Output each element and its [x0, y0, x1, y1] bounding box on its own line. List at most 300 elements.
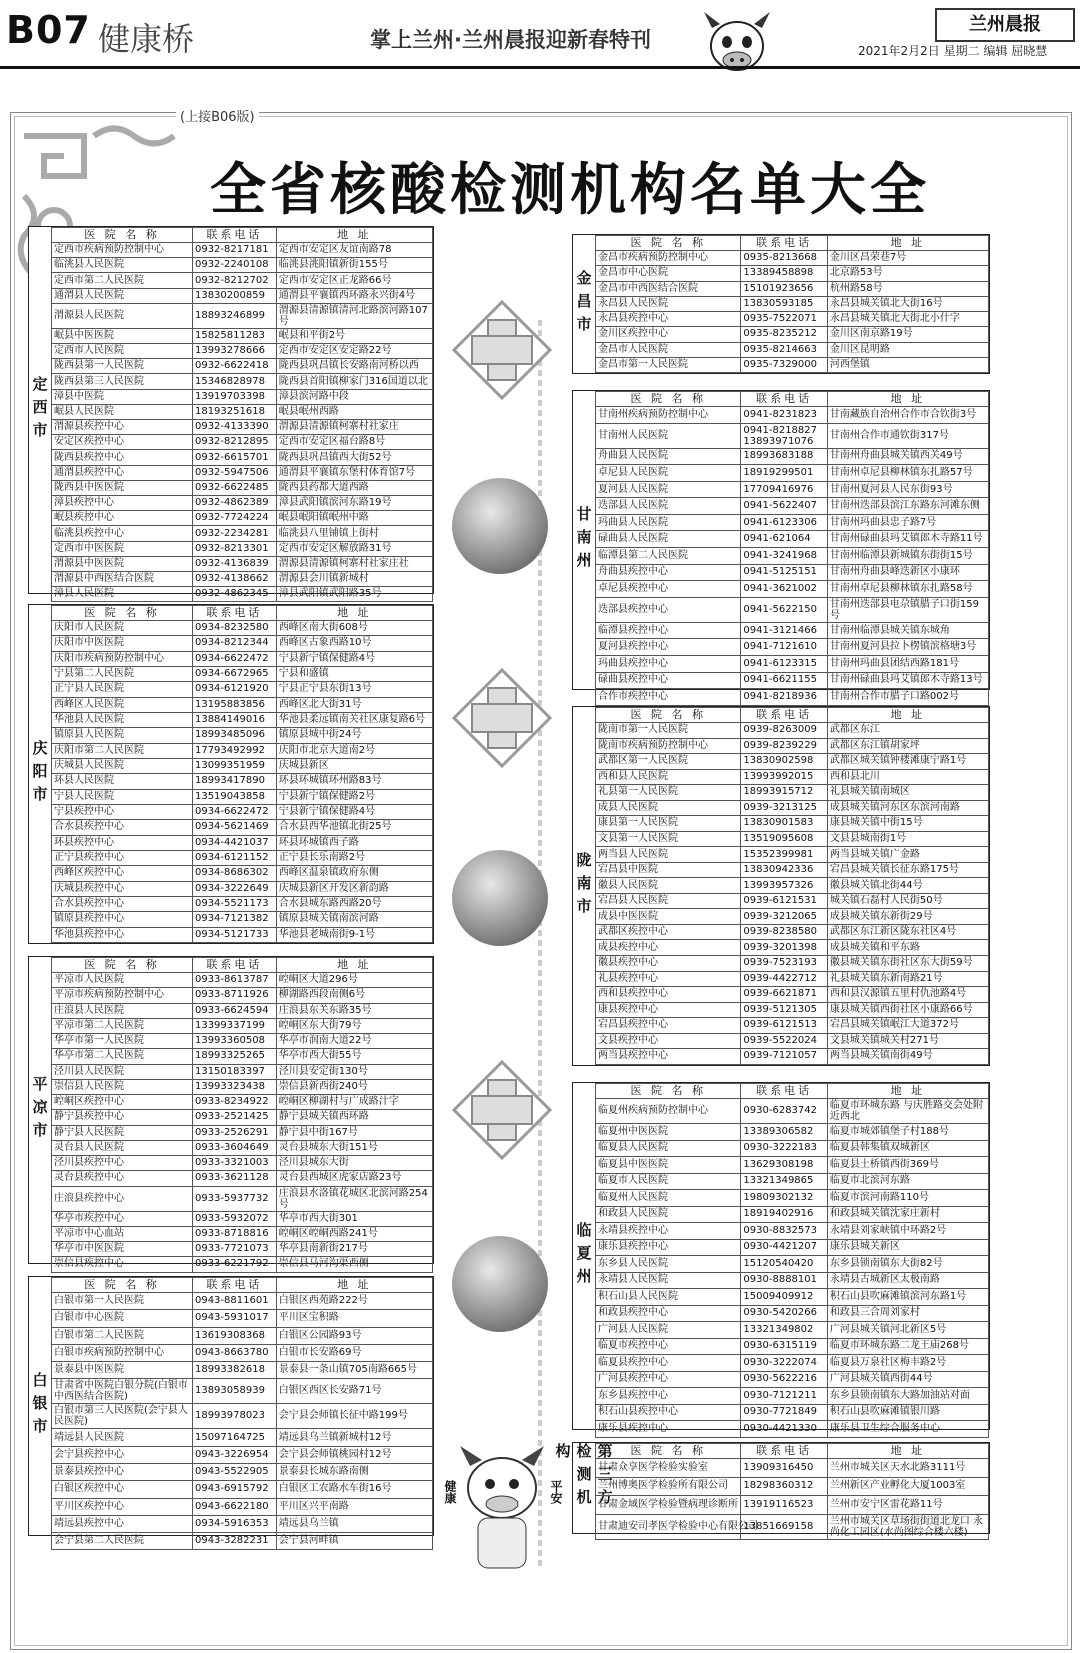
phone-number: 0939-5121305	[741, 1002, 827, 1018]
institution-name: 甘肃省中医院白银分院(白银市中西医结合医院)	[52, 1379, 193, 1404]
institution-name: 玛曲县疾控中心	[596, 655, 741, 672]
address: 华亭市西大街55号	[276, 1049, 432, 1064]
institution-name: 玛曲县人民医院	[596, 514, 741, 531]
phone-number: 18893246899	[192, 303, 276, 328]
phone-number: 0934-6121920	[192, 682, 276, 697]
phone-number: 0930-4421207	[741, 1239, 827, 1256]
institution-name: 平凉市人民医院	[52, 973, 193, 988]
institution-name: 岷县中医医院	[52, 328, 193, 343]
phone-number: 0934-6622472	[192, 804, 276, 819]
institution-name: 卓尼县疾控中心	[596, 581, 741, 598]
table-row	[52, 1156, 433, 1171]
institution-table	[595, 1083, 989, 1438]
region-label	[573, 707, 596, 1065]
institution-name: 白银市中心医院	[52, 1310, 193, 1327]
institution-name: 渭源县人民医院	[52, 303, 193, 328]
institution-name: 华亭市中医医院	[52, 1242, 193, 1257]
institution-table	[595, 391, 989, 706]
phone-number: 18993683188	[741, 448, 827, 465]
phone-number: 0935-8214663	[741, 342, 827, 357]
table-row	[596, 622, 989, 639]
institution-name: 渭源县中西医结合医院	[52, 572, 193, 587]
table-row	[596, 514, 989, 531]
address: 甘南州迭部县电尕镇腊子口街159号	[827, 597, 988, 622]
table-row	[52, 804, 433, 819]
phone-number: 13893058939	[192, 1379, 276, 1404]
table-row	[596, 955, 989, 971]
institution-name: 广河县人民医院	[596, 1322, 741, 1339]
phone-number: 13321349802	[741, 1322, 827, 1339]
phone-number: 13884149016	[192, 712, 276, 727]
table-row	[52, 273, 433, 288]
medical-cross-icon	[452, 668, 552, 768]
address: 宁县和盛镇	[276, 666, 432, 681]
address: 甘南藏族自治州合作市合钦街3号	[827, 407, 988, 424]
address: 白银区公园路93号	[276, 1327, 432, 1344]
address: 柳湖路西段南侧6号	[276, 988, 432, 1003]
medical-cross-icon	[452, 1060, 552, 1160]
phone-number: 0941-8218827 13893971076	[741, 423, 827, 448]
phone-number: 0941-8218936	[741, 689, 827, 706]
table-row	[596, 1355, 989, 1372]
institution-name: 平凉市疾病预防控制中心	[52, 988, 193, 1003]
institution-table	[595, 1443, 989, 1540]
phone-number: 0933-5932072	[192, 1211, 276, 1226]
institution-name: 白银市第一人民医院	[52, 1293, 193, 1310]
phone-number: 13099351959	[192, 758, 276, 773]
phone-number: 13919703398	[192, 389, 276, 404]
phone-number: 0932-7724224	[192, 511, 276, 526]
institution-table	[51, 957, 433, 1273]
phone-number: 0933-6624594	[192, 1003, 276, 1018]
region-name: 第三方检测机构	[553, 1443, 614, 1512]
table-row	[52, 1515, 433, 1532]
institution-name: 临夏市人民医院	[596, 1173, 741, 1190]
institution-name: 临洮县人民医院	[52, 258, 193, 273]
address: 宕昌县城关镇长征东路175号	[827, 862, 988, 878]
institution-table	[595, 235, 989, 373]
phone-number: 0934-6121152	[192, 850, 276, 865]
address: 庆城县新区开发区新韵路	[276, 881, 432, 896]
institution-name: 成县中医医院	[596, 909, 741, 925]
table-row	[596, 816, 989, 832]
mascot-label-right: 平安	[549, 1480, 563, 1504]
institution-name: 定西市中医医院	[52, 541, 193, 556]
region-label	[29, 605, 52, 943]
institution-name: 碌曲县人民医院	[596, 531, 741, 548]
address: 礼县城关镇南城区	[827, 785, 988, 801]
table-row	[596, 581, 989, 598]
address: 陇西县巩昌镇西大街52号	[276, 450, 432, 465]
phone-number: 15009409912	[741, 1289, 827, 1306]
column-header-phone: 联系电话	[192, 228, 276, 243]
table-row	[52, 835, 433, 850]
institution-name: 宕昌县疾控中心	[596, 1018, 741, 1034]
address: 白银市长安路69号	[276, 1344, 432, 1361]
institution-name: 陇西县中医医院	[52, 480, 193, 495]
phone-number: 0939-3212065	[741, 909, 827, 925]
address: 崆峒区大道296号	[276, 973, 432, 988]
table-row	[52, 789, 433, 804]
address: 永昌县城关镇北大街16号	[827, 296, 988, 311]
table-row	[596, 1173, 989, 1190]
address: 兰州市城关区天水北路3111号	[827, 1459, 988, 1478]
institution-name: 舟曲县人民医院	[596, 448, 741, 465]
institution-name: 甘肃金域医学检验暨病理诊断所	[596, 1496, 741, 1515]
institution-name: 合水县疾控中心	[52, 820, 193, 835]
phone-number: 13851669158	[741, 1514, 827, 1539]
page-number: B07	[6, 8, 91, 52]
address: 白银区西苑路222号	[276, 1293, 432, 1310]
column-header-address: 地 址	[276, 958, 432, 973]
address: 定西市安定区解放路31号	[276, 541, 432, 556]
institution-name: 泾川县疾控中心	[52, 1156, 193, 1171]
institution-name: 金昌市中西医结合医院	[596, 281, 741, 296]
address: 渭源县清源镇柯寨村社家庄	[276, 420, 432, 435]
table-row	[52, 636, 433, 651]
phone-number: 0939-7523193	[741, 955, 827, 971]
phone-number: 13830200859	[192, 288, 276, 303]
syringe-vaccine-icon	[452, 850, 548, 946]
phone-number: 0941-5125151	[741, 564, 827, 581]
phone-number: 0932-2234281	[192, 526, 276, 541]
address: 华亭市西大街301	[276, 1211, 432, 1226]
region-label	[573, 235, 596, 373]
phone-number: 18298360312	[741, 1477, 827, 1496]
institution-name: 庄浪县人民医院	[52, 1003, 193, 1018]
phone-number: 0933-8613787	[192, 973, 276, 988]
address: 文县城关镇城关村271号	[827, 1033, 988, 1049]
phone-number: 0930-7121211	[741, 1388, 827, 1405]
phone-number: 0933-2526291	[192, 1125, 276, 1140]
phone-number: 19809302132	[741, 1190, 827, 1207]
phone-number: 0941-3241968	[741, 548, 827, 565]
column-header-name: 医 院 名 称	[52, 606, 193, 621]
table-row	[596, 672, 989, 689]
table-header-row	[52, 958, 433, 973]
institution-name: 合水县疾控中心	[52, 896, 193, 911]
column-header-address: 地 址	[276, 228, 432, 243]
phone-number: 0932-8213301	[192, 541, 276, 556]
institution-name: 临潭县疾控中心	[596, 622, 741, 639]
column-header-phone: 联系电话	[741, 236, 827, 251]
table-row	[52, 435, 433, 450]
address: 徽县城关镇东街社区东大街59号	[827, 955, 988, 971]
table-row	[596, 1099, 989, 1124]
table-row	[596, 738, 989, 754]
phone-number: 18919402916	[741, 1206, 827, 1223]
institution-name: 庆阳市第二人民医院	[52, 743, 193, 758]
table-header-row	[596, 392, 989, 407]
syringe-vaccine-icon	[452, 478, 548, 574]
institution-name: 崆峒区疾控中心	[52, 1095, 193, 1110]
address: 宁县新宁镇保健路2号	[276, 789, 432, 804]
address: 华池县柔远镇南关社区康复路6号	[276, 712, 432, 727]
date-editor-line: 2021年2月2日 星期二 编辑 屈晓慧	[858, 44, 1048, 58]
region-name: 庆阳市	[30, 739, 49, 809]
phone-number: 0934-8686302	[192, 866, 276, 881]
table-row	[596, 1289, 989, 1306]
address: 定西市安定区福台路8号	[276, 435, 432, 450]
phone-number: 0933-5937732	[192, 1186, 276, 1211]
address: 庄浪县东关东路35号	[276, 1003, 432, 1018]
table-row	[52, 243, 433, 258]
newspaper-logo: 兰州晨报	[935, 8, 1075, 42]
address: 静宁县中街167号	[276, 1125, 432, 1140]
table-row	[52, 927, 433, 942]
phone-number: 0933-3604649	[192, 1140, 276, 1155]
address: 徽县城关镇北街44号	[827, 878, 988, 894]
institution-name: 镇原县疾控中心	[52, 912, 193, 927]
phone-number: 0941-6123315	[741, 655, 827, 672]
phone-number: 0932-8217181	[192, 243, 276, 258]
phone-number: 0935-8213668	[741, 251, 827, 266]
table-row	[52, 697, 433, 712]
institution-name: 庆城县疾控中心	[52, 881, 193, 896]
institution-name: 定西市第二人民医院	[52, 273, 193, 288]
phone-number: 13519095608	[741, 831, 827, 847]
header-rule	[0, 66, 1080, 69]
phone-number: 0934-5621469	[192, 820, 276, 835]
institution-name: 康县疾控中心	[596, 1002, 741, 1018]
phone-number: 0939-8263009	[741, 723, 827, 739]
table-row	[596, 1305, 989, 1322]
table-row	[52, 1171, 433, 1186]
phone-number: 0939-8238580	[741, 924, 827, 940]
phone-number: 18919299501	[741, 465, 827, 482]
table-row	[596, 281, 989, 296]
institution-name: 灵台县疾控中心	[52, 1171, 193, 1186]
address: 漳县武阳镇武阳路35号	[276, 587, 432, 602]
region-label	[29, 227, 52, 593]
institution-name: 迭部县疾控中心	[596, 597, 741, 622]
address: 岷县岷州西路	[276, 404, 432, 419]
column-header-address: 地 址	[276, 606, 432, 621]
table-row	[52, 389, 433, 404]
institution-table	[51, 605, 433, 943]
address: 成县城关镇和平东路	[827, 940, 988, 956]
institution-name: 宕昌县中医院	[596, 862, 741, 878]
table-row	[596, 531, 989, 548]
institution-name: 环县疾控中心	[52, 835, 193, 850]
table-row	[596, 987, 989, 1003]
phone-number: 0932-4138662	[192, 572, 276, 587]
table-row	[596, 639, 989, 656]
phone-number: 0943-3226954	[192, 1446, 276, 1463]
table-row	[596, 1388, 989, 1405]
table-row	[52, 359, 433, 374]
phone-number: 0930-7721849	[741, 1404, 827, 1421]
phone-number: 0933-8718816	[192, 1226, 276, 1241]
table-row	[52, 496, 433, 511]
address: 崇信县新西街240号	[276, 1079, 432, 1094]
table-row	[52, 288, 433, 303]
ox-mascot-icon	[440, 1440, 564, 1580]
table-row	[596, 1239, 989, 1256]
table-row	[596, 564, 989, 581]
address: 甘南州碌曲县玛艾镇郎木寺路13号	[827, 672, 988, 689]
address: 灵台县城东大街151号	[276, 1140, 432, 1155]
institution-name: 积石山县人民医院	[596, 1289, 741, 1306]
phone-number: 15346828978	[192, 374, 276, 389]
table-row	[52, 774, 433, 789]
institution-name: 卓尼县人民医院	[596, 465, 741, 482]
table-row	[596, 754, 989, 770]
address: 景泰县长城东路南侧	[276, 1463, 432, 1480]
phone-number: 0934-6622472	[192, 651, 276, 666]
institution-name: 陇南市疾病预防控制中心	[596, 738, 741, 754]
institution-name: 庄浪县疾控中心	[52, 1186, 193, 1211]
table-row	[52, 1125, 433, 1140]
column-header-address: 地 址	[827, 1444, 988, 1459]
phone-number: 0943-3282231	[192, 1533, 276, 1550]
address: 平川区宝积路	[276, 1310, 432, 1327]
institution-name: 泾川县人民医院	[52, 1064, 193, 1079]
address: 临夏市北滨河东路	[827, 1173, 988, 1190]
address: 西和县汉源镇五里村仇池路4号	[827, 987, 988, 1003]
table-row	[52, 651, 433, 666]
phone-number: 0939-6121531	[741, 893, 827, 909]
table-row	[596, 1459, 989, 1478]
table-row	[596, 655, 989, 672]
phone-number: 13195883856	[192, 697, 276, 712]
institution-name: 会宁县疾控中心	[52, 1446, 193, 1463]
institution-name: 宁县第二人民医院	[52, 666, 193, 681]
table-row	[52, 1079, 433, 1094]
institution-name: 西和县人民医院	[596, 769, 741, 785]
institution-table	[51, 1277, 433, 1550]
address: 华亭市润南大道22号	[276, 1034, 432, 1049]
address: 靖远县乌兰镇	[276, 1515, 432, 1532]
column-header-address: 地 址	[276, 1278, 432, 1293]
phone-number: 13519043858	[192, 789, 276, 804]
address: 甘南州玛曲县团结西路181号	[827, 655, 988, 672]
address: 岷县岷阳镇岷州中路	[276, 511, 432, 526]
column-header-phone: 联系电话	[192, 958, 276, 973]
phone-number: 0932-2240108	[192, 258, 276, 273]
phone-number: 13830942336	[741, 862, 827, 878]
table-row	[52, 1379, 433, 1404]
address: 会宁县河畔镇	[276, 1533, 432, 1550]
institution-name: 环县人民医院	[52, 774, 193, 789]
address: 景泰县一条山镇705南路665号	[276, 1362, 432, 1379]
address: 镇原县城关镇南滨河路	[276, 912, 432, 927]
address: 成县城关镇东新街29号	[827, 909, 988, 925]
table-header-row	[52, 606, 433, 621]
institution-name: 渭源县中医医院	[52, 556, 193, 571]
table-row	[52, 465, 433, 480]
institution-name: 宁县疾控中心	[52, 804, 193, 819]
table-row	[596, 940, 989, 956]
phone-number: 0939-7121057	[741, 1049, 827, 1065]
address: 临夏市环城东路 与庆胜路交会处附近西北	[827, 1099, 988, 1124]
column-header-name: 医 院 名 称	[596, 708, 741, 723]
table-row	[52, 572, 433, 587]
address: 临夏县万泉社区梅丰路2号	[827, 1355, 988, 1372]
institution-name: 会宁县第二人民医院	[52, 1533, 193, 1550]
address: 礼县城关镇东新南路21号	[827, 971, 988, 987]
address: 环县环城镇西子路	[276, 835, 432, 850]
phone-number: 0932-6622485	[192, 480, 276, 495]
table-row	[52, 712, 433, 727]
region-name: 甘南州	[574, 505, 593, 575]
address: 平川区兴平南路	[276, 1498, 432, 1515]
institution-name: 武都区疾控中心	[596, 924, 741, 940]
address: 临夏县土桥镇西街369号	[827, 1157, 988, 1174]
phone-number: 0933-8711926	[192, 988, 276, 1003]
address: 西峰区温泉镇政府东侧	[276, 866, 432, 881]
table-row	[596, 266, 989, 281]
table-row	[52, 1034, 433, 1049]
institution-name: 镇原县人民医院	[52, 728, 193, 743]
address: 河西堡镇	[827, 357, 988, 372]
phone-number: 13993957326	[741, 878, 827, 894]
address: 灵台县西城区虎家店路23号	[276, 1171, 432, 1186]
column-header-name: 医 院 名 称	[52, 228, 193, 243]
address: 城关镇石磊村人民街50号	[827, 893, 988, 909]
table-row	[52, 587, 433, 602]
table-row	[596, 481, 989, 498]
institution-name: 甘南州疾病预防控制中心	[596, 407, 741, 424]
institution-name: 两当县人民医院	[596, 847, 741, 863]
institution-name: 甘肃众享医学检验实验室	[596, 1459, 741, 1478]
table-row	[52, 1327, 433, 1344]
institution-name: 迭部县人民医院	[596, 498, 741, 515]
phone-number: 0943-6622180	[192, 1498, 276, 1515]
address: 临洮县洮阳镇新街155号	[276, 258, 432, 273]
phone-number: 18993417890	[192, 774, 276, 789]
phone-number: 13830593185	[741, 296, 827, 311]
address: 渭源县会川镇新城村	[276, 572, 432, 587]
institution-name: 临夏市疾控中心	[596, 1338, 741, 1355]
phone-number: 0933-6221792	[192, 1257, 276, 1272]
table-row	[52, 450, 433, 465]
phone-number: 13830902598	[741, 754, 827, 770]
medical-cross-icon	[452, 300, 552, 400]
address: 甘南州夏河县人民东街93号	[827, 481, 988, 498]
address: 康乐县卫生综合服务中心	[827, 1421, 988, 1438]
table-qingyang	[28, 604, 434, 944]
institution-name: 华亭市疾控中心	[52, 1211, 193, 1226]
table-row	[596, 407, 989, 424]
region-name: 白银市	[30, 1371, 49, 1441]
phone-number: 13321349865	[741, 1173, 827, 1190]
address: 甘南州舟曲县城关镇西关49号	[827, 448, 988, 465]
institution-name: 庆阳市人民医院	[52, 621, 193, 636]
address: 永靖县古城新区太极南路	[827, 1272, 988, 1289]
phone-number: 0932-5947506	[192, 465, 276, 480]
institution-name: 正宁县人民医院	[52, 682, 193, 697]
phone-number: 0939-3213125	[741, 800, 827, 816]
institution-name: 金昌市第一人民医院	[596, 357, 741, 372]
phone-number: 18993325265	[192, 1049, 276, 1064]
institution-name: 漳县人民医院	[52, 587, 193, 602]
column-header-address: 地 址	[827, 236, 988, 251]
institution-name: 碌曲县疾控中心	[596, 672, 741, 689]
region-label	[573, 1083, 596, 1429]
phone-number: 13389306582	[741, 1124, 827, 1141]
phone-number: 0941-6123306	[741, 514, 827, 531]
table-row	[52, 526, 433, 541]
institution-name: 临洮县疾控中心	[52, 526, 193, 541]
phone-number: 0941-3621002	[741, 581, 827, 598]
phone-number: 17709416976	[741, 481, 827, 498]
institution-name: 合作市疾控中心	[596, 689, 741, 706]
phone-number: 0930-8888101	[741, 1272, 827, 1289]
address: 靖远县乌兰镇新城村12号	[276, 1429, 432, 1446]
table-row	[596, 1477, 989, 1496]
address: 甘南州迭部县滨江东路东河滩东侧	[827, 498, 988, 515]
